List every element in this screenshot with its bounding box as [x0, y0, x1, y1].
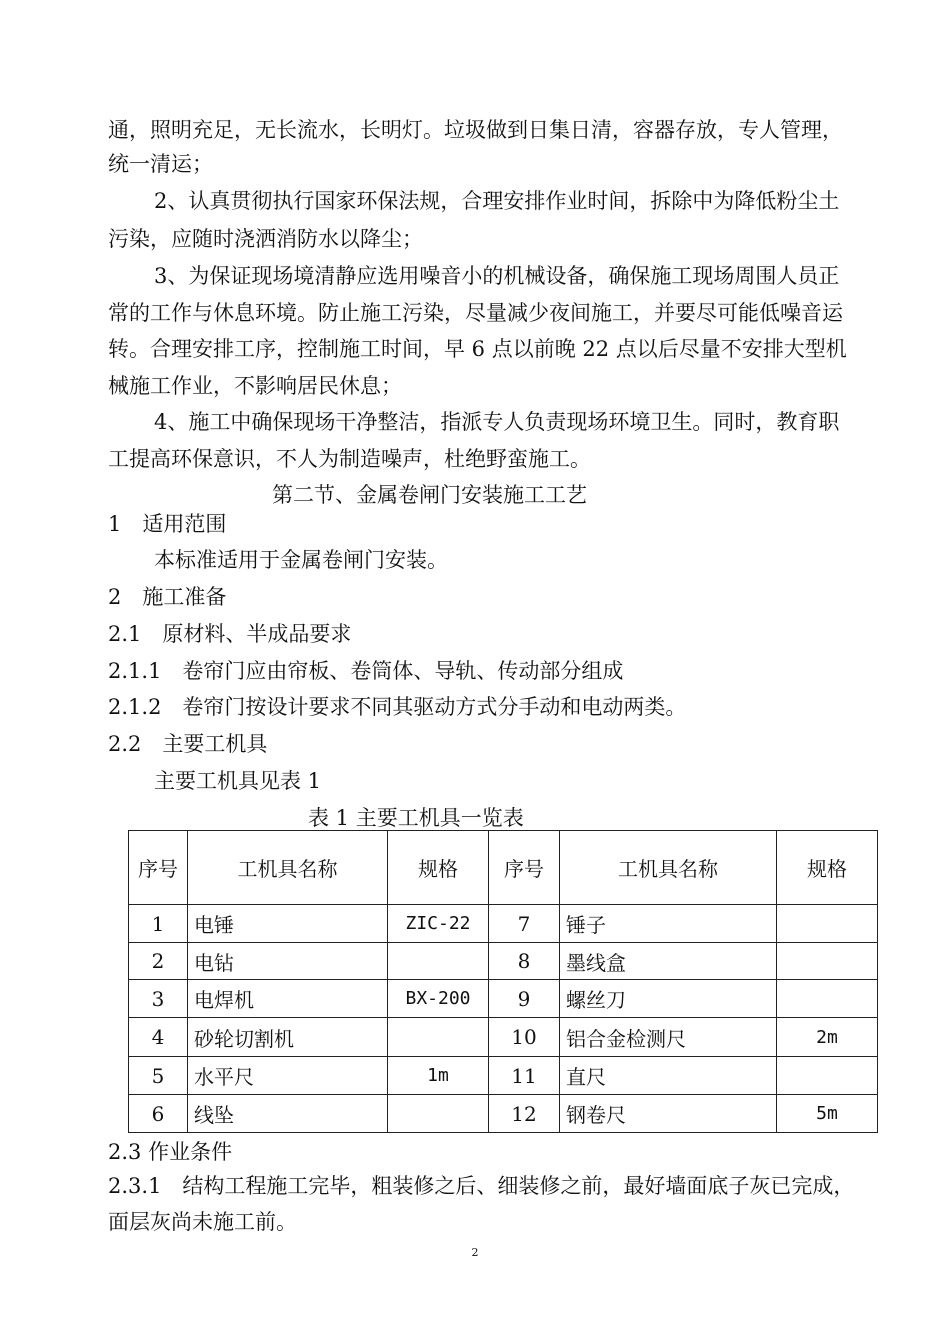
table-cell	[388, 1018, 489, 1057]
table-cell: 铝合金检测尺	[560, 1018, 777, 1057]
table-cell: 电钻	[188, 943, 388, 980]
table-row	[129, 905, 878, 943]
heading-1: 1 适用范围	[108, 512, 227, 536]
table-cell: 墨线盒	[560, 943, 777, 980]
heading-2-3-1: 2.3.1 结构工程施工完毕，粗装修之后、细装修之前，最好墙面底子灰已完成，	[108, 1174, 855, 1198]
table-cell: 5	[129, 1057, 188, 1095]
table-cell: 2m	[777, 1018, 878, 1057]
header-cell: 规格	[777, 831, 878, 905]
table-caption: 表 1 主要工机具一览表	[308, 806, 524, 830]
table-cell: 锤子	[560, 905, 777, 943]
table-cell: 2	[129, 943, 188, 980]
section-title: 第二节、金属卷闸门安装施工工艺	[272, 483, 587, 507]
table-cell	[777, 980, 878, 1018]
table-cell: 10	[489, 1018, 560, 1057]
header-cell: 工机具名称	[560, 831, 777, 905]
heading-2-3: 2.3 作业条件	[108, 1140, 233, 1164]
table-cell: 电锤	[188, 905, 388, 943]
table-cell: 线坠	[188, 1095, 388, 1133]
paragraph-line: 转。合理安排工序，控制施工时间，早 6 点以前晚 22 点以后尽量不安排大型机	[108, 337, 847, 361]
table-cell: 5m	[777, 1095, 878, 1133]
heading-2-3-1-cont: 面层灰尚未施工前。	[108, 1210, 297, 1234]
table-row	[129, 1018, 878, 1057]
table-header-row	[129, 831, 878, 905]
header-cell: 工机具名称	[188, 831, 388, 905]
paragraph-line: 4、施工中确保现场干净整洁，指派专人负责现场环境卫生。同时，教育职	[154, 410, 840, 434]
heading-2-2: 2.2 主要工机具	[108, 732, 268, 756]
heading-1-text: 本标准适用于金属卷闸门安装。	[154, 548, 448, 572]
header-cell: 序号	[129, 831, 188, 905]
table-cell: 直尺	[560, 1057, 777, 1095]
table-cell: 7	[489, 905, 560, 943]
table-cell	[388, 1095, 489, 1133]
paragraph-line: 通，照明充足，无长流水，长明灯。垃圾做到日集日清，容器存放，专人管理，	[108, 118, 843, 142]
paragraph-line: 2、认真贯彻执行国家环保法规，合理安排作业时间，拆除中为降低粉尘土	[154, 189, 840, 213]
heading-2-1-1: 2.1.1 卷帘门应由帘板、卷筒体、导轨、传动部分组成	[108, 659, 624, 683]
paragraph-line: 统一清运；	[108, 152, 213, 176]
table-row	[129, 943, 878, 980]
table-cell: 1m	[388, 1057, 489, 1095]
table-row	[129, 1057, 878, 1095]
paragraph-line: 工提高环保意识，不人为制造噪声，杜绝野蛮施工。	[108, 447, 591, 471]
table-cell	[777, 1057, 878, 1095]
heading-2: 2 施工准备	[108, 585, 227, 609]
heading-2-2-text: 主要工机具见表 1	[154, 769, 322, 793]
page-number: 2	[471, 1246, 479, 1259]
table-cell: 8	[489, 943, 560, 980]
table-cell: 3	[129, 980, 188, 1018]
table-cell: 螺丝刀	[560, 980, 777, 1018]
paragraph-line: 污染，应随时浇洒消防水以降尘；	[108, 227, 423, 251]
heading-2-1: 2.1 原材料、半成品要求	[108, 622, 352, 646]
table-cell: 11	[489, 1057, 560, 1095]
header-cell: 序号	[489, 831, 560, 905]
table-cell: 钢卷尺	[560, 1095, 777, 1133]
table-cell: 9	[489, 980, 560, 1018]
heading-2-1-2: 2.1.2 卷帘门按设计要求不同其驱动方式分手动和电动两类。	[108, 695, 687, 719]
table-cell: 电焊机	[188, 980, 388, 1018]
table-cell	[388, 943, 489, 980]
table-cell: 水平尺	[188, 1057, 388, 1095]
table-cell: 6	[129, 1095, 188, 1133]
table-cell: 12	[489, 1095, 560, 1133]
table-row	[129, 980, 878, 1018]
table-cell: 4	[129, 1018, 188, 1057]
table-row	[129, 1095, 878, 1133]
paragraph-line: 3、为保证现场境清静应选用噪音小的机械设备，确保施工现场周围人员正	[154, 264, 840, 288]
table-cell	[777, 943, 878, 980]
tools-table	[128, 830, 878, 1133]
table-cell	[777, 905, 878, 943]
paragraph-line: 械施工作业，不影响居民休息；	[108, 374, 402, 398]
table-cell: BX-200	[388, 980, 489, 1018]
paragraph-line: 常的工作与休息环境。防止施工污染，尽量减少夜间施工，并要尽可能低噪音运	[108, 301, 843, 325]
table-cell: ZIC-22	[388, 905, 489, 943]
table-cell: 1	[129, 905, 188, 943]
header-cell: 规格	[388, 831, 489, 905]
table-cell: 砂轮切割机	[188, 1018, 388, 1057]
